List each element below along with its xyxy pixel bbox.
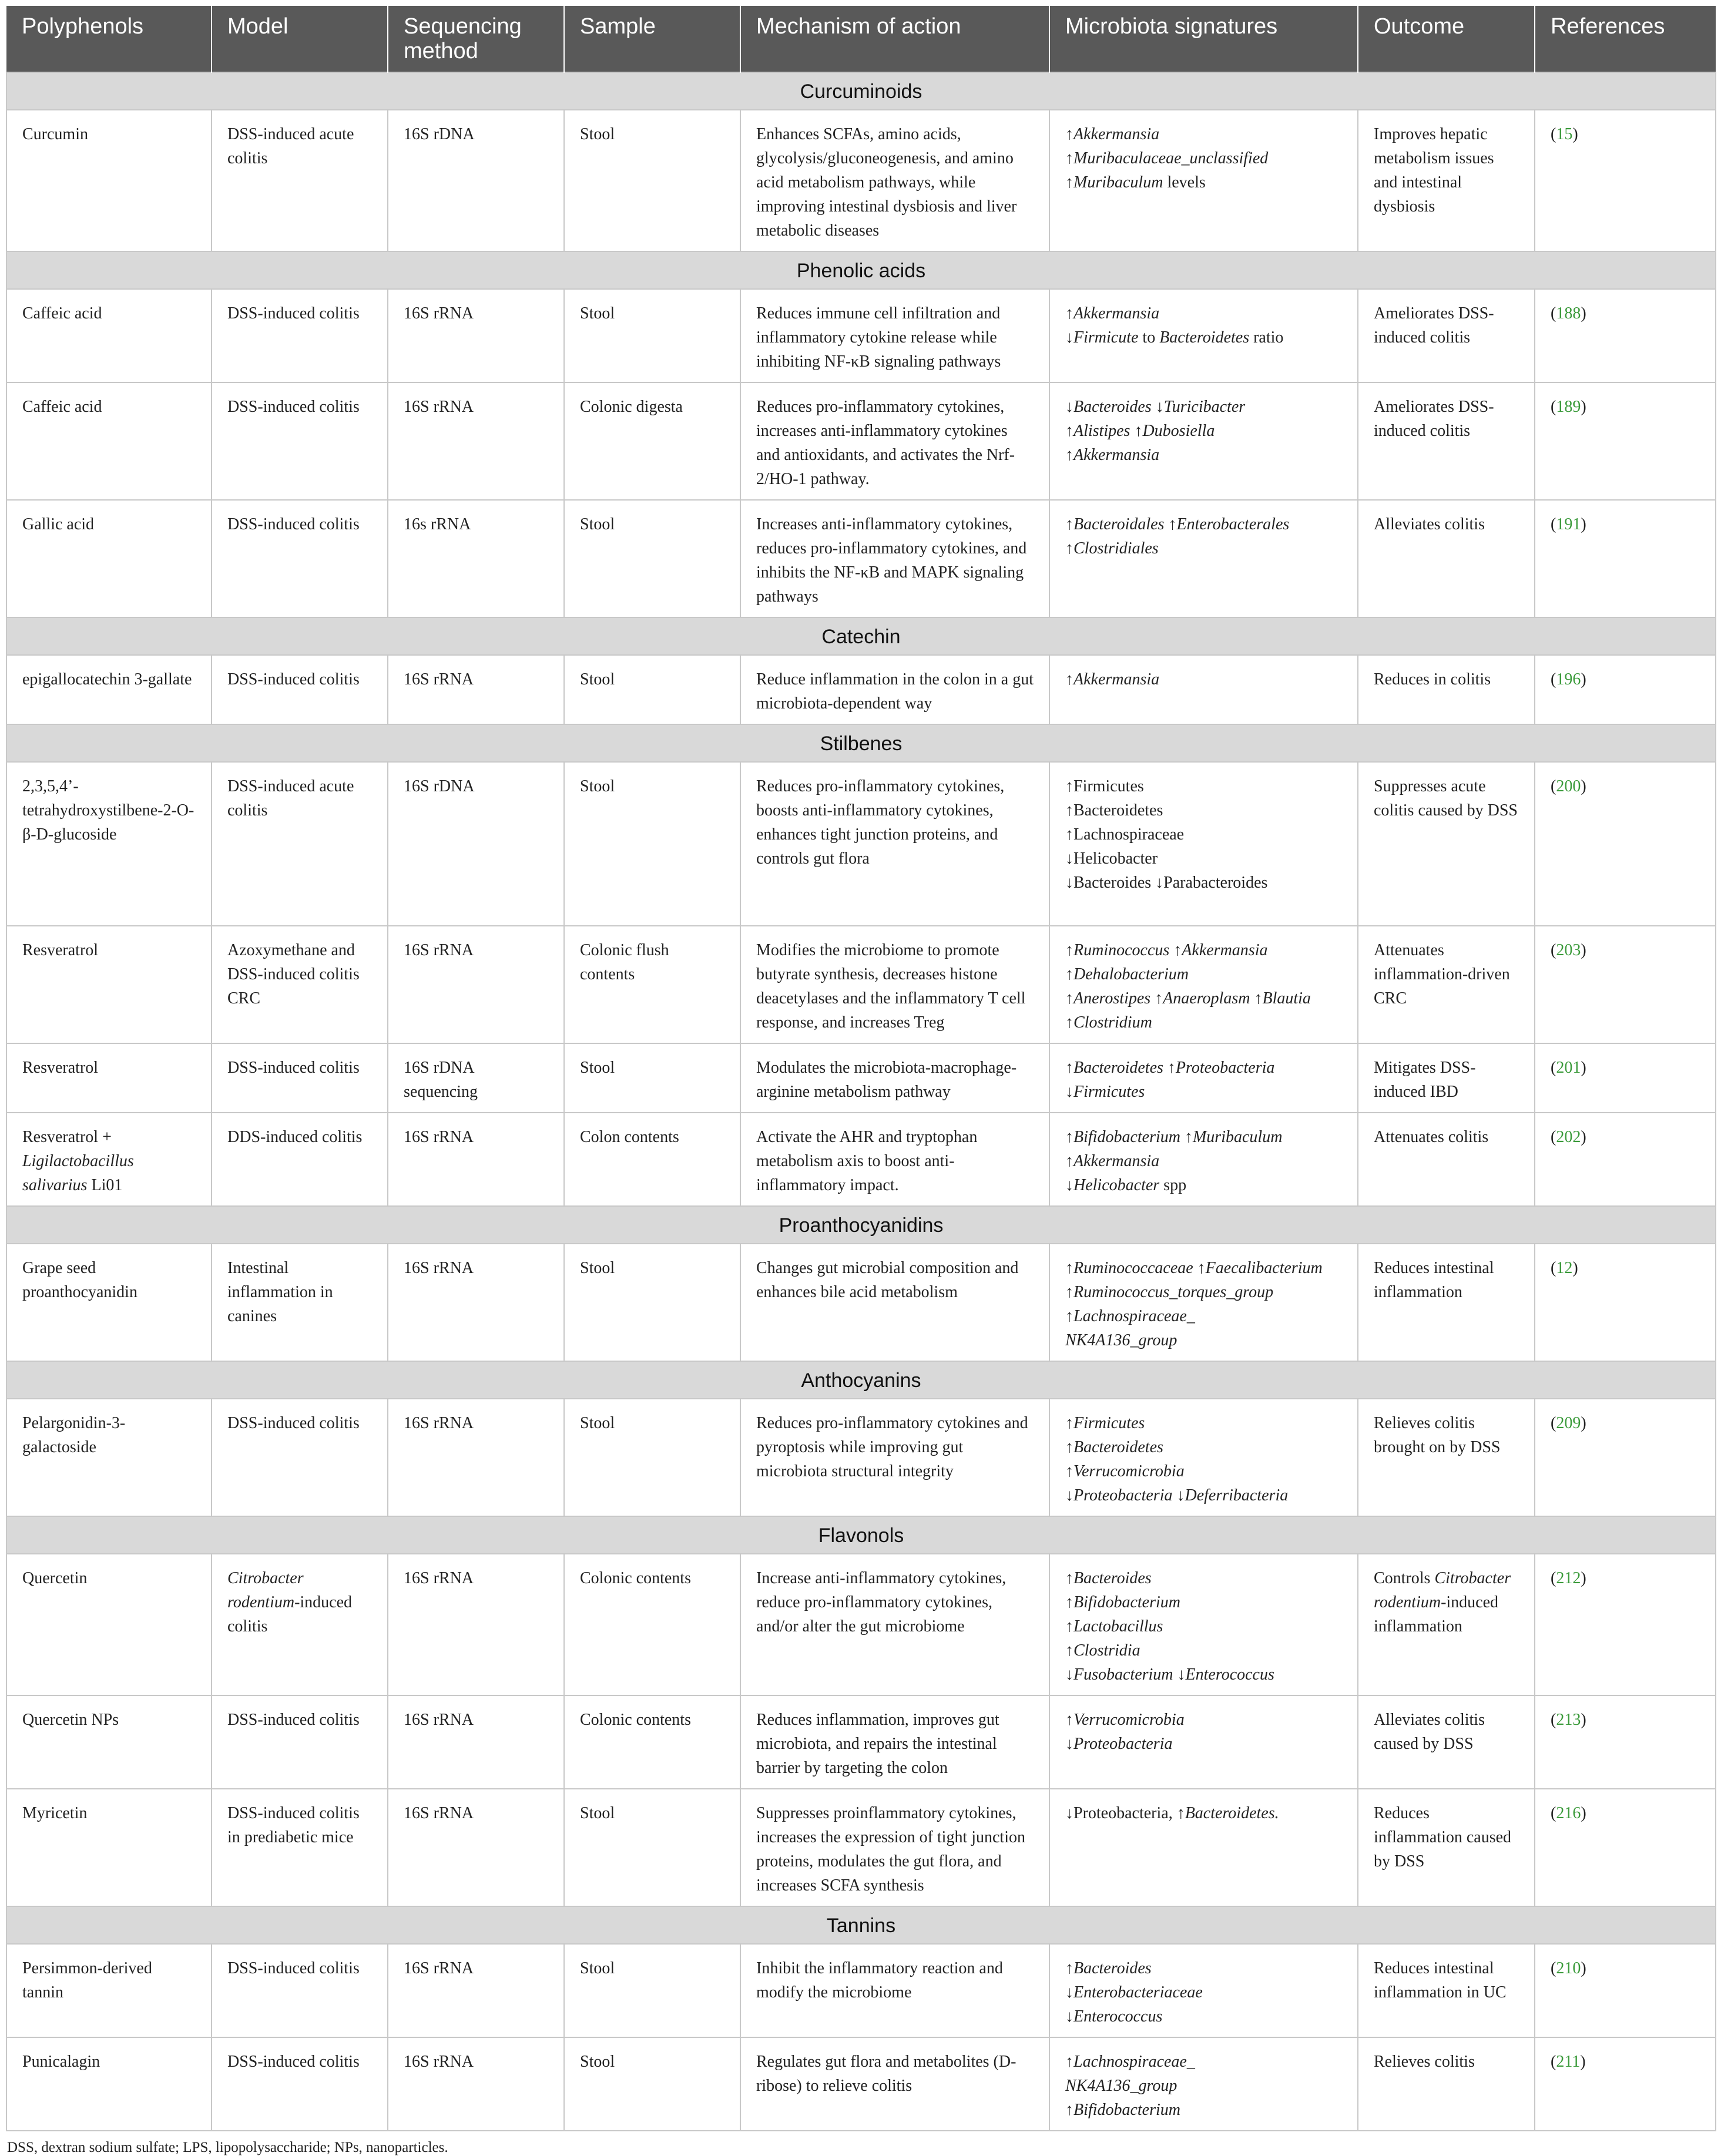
cell-reference: (213) xyxy=(1535,1695,1716,1789)
cell-sample: Colonic contents xyxy=(564,1554,740,1695)
cell-polyphenol: Quercetin NPs xyxy=(6,1695,212,1789)
cell-outcome: Improves hepatic metabolism issues and intestinal dysbiosis xyxy=(1358,110,1535,251)
cell-reference: (209) xyxy=(1535,1399,1716,1516)
cell-reference: (200) xyxy=(1535,762,1716,926)
cell-model: DSS-induced colitis xyxy=(212,1399,388,1516)
cell-reference: (191) xyxy=(1535,500,1716,617)
header-model: Model xyxy=(212,6,388,72)
section-row xyxy=(6,724,1716,762)
cell-reference: (189) xyxy=(1535,382,1716,500)
cell-model: DSS-induced acute colitis xyxy=(212,110,388,251)
table-row xyxy=(6,762,1716,926)
cell-sample: Stool xyxy=(564,1944,740,2037)
cell-reference: (201) xyxy=(1535,1043,1716,1113)
reference-link[interactable]: 201 xyxy=(1556,1059,1581,1077)
cell-sequencing-method: 16S rRNA xyxy=(388,1789,564,1906)
cell-reference: (203) xyxy=(1535,926,1716,1043)
section-row xyxy=(6,1516,1716,1554)
cell-sequencing-method: 16S rRNA xyxy=(388,655,564,724)
cell-sequencing-method: 16S rDNA sequencing xyxy=(388,1043,564,1113)
table-row xyxy=(6,382,1716,500)
cell-microbiota: ↑Lachnospiraceae_ NK4A136_group ↑Bifidobacterium xyxy=(1049,2037,1358,2131)
cell-microbiota: ↓Proteobacteria, ↑Bacteroidetes. xyxy=(1049,1789,1358,1906)
cell-mechanism: Reduces pro-inflammatory cytokines and pyroptosis while improving gut microbiota structural integrity xyxy=(740,1399,1049,1516)
cell-microbiota: ↑Verrucomicrobia ↓Proteobacteria xyxy=(1049,1695,1358,1789)
table-body xyxy=(6,72,1716,2131)
table-row xyxy=(6,1944,1716,2037)
cell-sequencing-method: 16S rRNA xyxy=(388,1554,564,1695)
cell-mechanism: Increases anti-inflammatory cytokines, reduces pro-inflammatory cytokines, and inhibits the NF-κB and MAPK signaling pathways xyxy=(740,500,1049,617)
section-title: Anthocyanins xyxy=(6,1361,1716,1399)
table-row xyxy=(6,1789,1716,1906)
reference-link[interactable]: 12 xyxy=(1556,1259,1573,1277)
cell-outcome: Attenuates inflammation-driven CRC xyxy=(1358,926,1535,1043)
cell-polyphenol: Caffeic acid xyxy=(6,289,212,382)
cell-mechanism: Modulates the microbiota-macrophage-arginine metabolism pathway xyxy=(740,1043,1049,1113)
reference-link[interactable]: 211 xyxy=(1556,2053,1581,2071)
cell-sequencing-method: 16S rRNA xyxy=(388,1113,564,1206)
reference-link[interactable]: 188 xyxy=(1556,304,1581,323)
section-title: Proanthocyanidins xyxy=(6,1206,1716,1244)
cell-mechanism: Activate the AHR and tryptophan metabolism axis to boost anti-inflammatory impact. xyxy=(740,1113,1049,1206)
cell-microbiota: ↑Akkermansia ↑Muribaculaceae_unclassified ↑Muribaculum levels xyxy=(1049,110,1358,251)
cell-outcome: Reduces in colitis xyxy=(1358,655,1535,724)
reference-link[interactable]: 200 xyxy=(1556,777,1581,795)
table-row xyxy=(6,289,1716,382)
cell-polyphenol: epigallocatechin 3-gallate xyxy=(6,655,212,724)
cell-microbiota: ↑Ruminococcaceae ↑Faecalibacterium ↑Ruminococcus_torques_group ↑Lachnospiraceae_ NK4A136_group xyxy=(1049,1244,1358,1361)
cell-sequencing-method: 16S rDNA xyxy=(388,762,564,926)
cell-sequencing-method: 16S rRNA xyxy=(388,1244,564,1361)
cell-microbiota: ↑Firmicutes ↑Bacteroidetes ↑Lachnospiraceae ↓Helicobacter ↓Bacteroides ↓Parabacteroides xyxy=(1049,762,1358,926)
cell-sample: Colonic flush contents xyxy=(564,926,740,1043)
cell-sample: Stool xyxy=(564,1244,740,1361)
cell-model: Citrobacter rodentium-induced colitis xyxy=(212,1554,388,1695)
cell-polyphenol: Gallic acid xyxy=(6,500,212,617)
cell-reference: (202) xyxy=(1535,1113,1716,1206)
table-row xyxy=(6,1695,1716,1789)
polyphenol-table xyxy=(6,6,1716,2131)
cell-microbiota: ↓Bacteroides ↓Turicibacter ↑Alistipes ↑Dubosiella ↑Akkermansia xyxy=(1049,382,1358,500)
header-sequencing-method: Sequencing method xyxy=(388,6,564,72)
cell-mechanism: Increase anti-inflammatory cytokines, reduce pro-inflammatory cytokines, and/or alter the gut microbiome xyxy=(740,1554,1049,1695)
cell-mechanism: Enhances SCFAs, amino acids, glycolysis/gluconeogenesis, and amino acid metabolism pathways, while improving intestinal dysbiosis and liver metabolic diseases xyxy=(740,110,1049,251)
cell-sample: Colon contents xyxy=(564,1113,740,1206)
table-row xyxy=(6,2037,1716,2131)
cell-model: DSS-induced colitis xyxy=(212,1043,388,1113)
cell-polyphenol: 2,3,5,4’-tetrahydroxystilbene-2-O-β-D-glucoside xyxy=(6,762,212,926)
section-row xyxy=(6,1361,1716,1399)
cell-reference: (212) xyxy=(1535,1554,1716,1695)
section-title: Tannins xyxy=(6,1906,1716,1944)
cell-reference: (210) xyxy=(1535,1944,1716,2037)
cell-mechanism: Suppresses proinflammatory cytokines, increases the expression of tight junction proteins, modulates the gut flora, and increases SCFA synthesis xyxy=(740,1789,1049,1906)
cell-mechanism: Reduces pro-inflammatory cytokines, boosts anti-inflammatory cytokines, enhances tight junction proteins, and controls gut flora xyxy=(740,762,1049,926)
section-row xyxy=(6,1206,1716,1244)
cell-polyphenol: Persimmon-derived tannin xyxy=(6,1944,212,2037)
section-title: Catechin xyxy=(6,617,1716,655)
cell-sequencing-method: 16S rRNA xyxy=(388,926,564,1043)
cell-sample: Stool xyxy=(564,1043,740,1113)
cell-reference: (188) xyxy=(1535,289,1716,382)
cell-polyphenol: Punicalagin xyxy=(6,2037,212,2131)
cell-microbiota: ↑Bifidobacterium ↑Muribaculum ↑Akkermansia ↓Helicobacter spp xyxy=(1049,1113,1358,1206)
section-row xyxy=(6,1906,1716,1944)
cell-microbiota: ↑Akkermansia ↓Firmicute to Bacteroidetes ratio xyxy=(1049,289,1358,382)
cell-sample: Stool xyxy=(564,2037,740,2131)
cell-sequencing-method: 16s rRNA xyxy=(388,500,564,617)
section-row xyxy=(6,251,1716,289)
reference-link[interactable]: 216 xyxy=(1556,1804,1581,1822)
cell-polyphenol: Resveratrol xyxy=(6,1043,212,1113)
reference-link[interactable]: 209 xyxy=(1556,1414,1581,1432)
cell-reference: (211) xyxy=(1535,2037,1716,2131)
section-title: Flavonols xyxy=(6,1516,1716,1554)
cell-mechanism: Reduces inflammation, improves gut microbiota, and repairs the intestinal barrier by targeting the colon xyxy=(740,1695,1049,1789)
reference-link[interactable]: 212 xyxy=(1556,1569,1581,1587)
reference-link[interactable]: 191 xyxy=(1556,515,1581,533)
cell-model: DSS-induced colitis xyxy=(212,655,388,724)
table-row xyxy=(6,1244,1716,1361)
cell-sample: Stool xyxy=(564,289,740,382)
table-row xyxy=(6,110,1716,251)
cell-microbiota: ↑Bacteroides ↑Bifidobacterium ↑Lactobacillus ↑Clostridia ↓Fusobacterium ↓Enterococcus xyxy=(1049,1554,1358,1695)
cell-outcome: Reduces intestinal inflammation in UC xyxy=(1358,1944,1535,2037)
cell-mechanism: Regulates gut flora and metabolites (D-ribose) to relieve colitis xyxy=(740,2037,1049,2131)
section-title: Phenolic acids xyxy=(6,251,1716,289)
cell-sample: Stool xyxy=(564,500,740,617)
cell-model: DSS-induced colitis xyxy=(212,1944,388,2037)
cell-sample: Stool xyxy=(564,1399,740,1516)
cell-model: DSS-induced colitis xyxy=(212,500,388,617)
section-row xyxy=(6,72,1716,110)
cell-outcome: Relieves colitis brought on by DSS xyxy=(1358,1399,1535,1516)
cell-outcome: Ameliorates DSS-induced colitis xyxy=(1358,382,1535,500)
table-row xyxy=(6,1113,1716,1206)
section-title: Curcuminoids xyxy=(6,72,1716,110)
cell-polyphenol: Quercetin xyxy=(6,1554,212,1695)
header-references: References xyxy=(1535,6,1716,72)
cell-reference: (196) xyxy=(1535,655,1716,724)
table-row xyxy=(6,655,1716,724)
cell-outcome: Attenuates colitis xyxy=(1358,1113,1535,1206)
reference-link[interactable]: 15 xyxy=(1556,125,1573,143)
cell-model: DSS-induced acute colitis xyxy=(212,762,388,926)
footnote: DSS, dextran sodium sulfate; LPS, lipopolysaccharide; NPs, nanoparticles. xyxy=(7,2140,448,2155)
cell-microbiota: ↑Firmicutes ↑Bacteroidetes ↑Verrucomicrobia ↓Proteobacteria ↓Deferribacteria xyxy=(1049,1399,1358,1516)
cell-sample: Stool xyxy=(564,110,740,251)
header-microbiota: Microbiota signatures xyxy=(1049,6,1358,72)
cell-model: DSS-induced colitis in prediabetic mice xyxy=(212,1789,388,1906)
cell-polyphenol: Curcumin xyxy=(6,110,212,251)
cell-mechanism: Inhibit the inflammatory reaction and modify the microbiome xyxy=(740,1944,1049,2037)
header-outcome: Outcome xyxy=(1358,6,1535,72)
cell-microbiota: ↑Ruminococcus ↑Akkermansia ↑Dehalobacterium ↑Anerostipes ↑Anaeroplasm ↑Blautia ↑Clostridium xyxy=(1049,926,1358,1043)
cell-outcome: Ameliorates DSS-induced colitis xyxy=(1358,289,1535,382)
reference-link[interactable]: 213 xyxy=(1556,1711,1581,1729)
table-row xyxy=(6,500,1716,617)
cell-outcome: Reduces intestinal inflammation xyxy=(1358,1244,1535,1361)
cell-sequencing-method: 16S rRNA xyxy=(388,1695,564,1789)
cell-outcome: Controls Citrobacter rodentium-induced inflammation xyxy=(1358,1554,1535,1695)
cell-microbiota: ↑Bacteroides ↓Enterobacteriaceae ↓Enterococcus xyxy=(1049,1944,1358,2037)
cell-outcome: Relieves colitis xyxy=(1358,2037,1535,2131)
cell-reference: (15) xyxy=(1535,110,1716,251)
cell-microbiota: ↑Akkermansia xyxy=(1049,655,1358,724)
header-mechanism: Mechanism of action xyxy=(740,6,1049,72)
reference-link[interactable]: 210 xyxy=(1556,1959,1581,1977)
table-row xyxy=(6,926,1716,1043)
table-container xyxy=(6,6,1715,2156)
cell-polyphenol: Pelargonidin-3-galactoside xyxy=(6,1399,212,1516)
cell-polyphenol: Resveratrol xyxy=(6,926,212,1043)
reference-link[interactable]: 203 xyxy=(1556,941,1581,959)
cell-mechanism: Reduce inflammation in the colon in a gut microbiota-dependent way xyxy=(740,655,1049,724)
cell-polyphenol: Resveratrol + Ligilactobacillus salivarius Li01 xyxy=(6,1113,212,1206)
cell-mechanism: Reduces pro-inflammatory cytokines, increases anti-inflammatory cytokines and antioxidants, and activates the Nrf-2/HO-1 pathway. xyxy=(740,382,1049,500)
cell-model: DSS-induced colitis xyxy=(212,289,388,382)
cell-outcome: Reduces inflammation caused by DSS xyxy=(1358,1789,1535,1906)
cell-model: DSS-induced colitis xyxy=(212,382,388,500)
cell-sequencing-method: 16S rDNA xyxy=(388,110,564,251)
cell-mechanism: Reduces immune cell infiltration and inflammatory cytokine release while inhibiting NF-κB signaling pathways xyxy=(740,289,1049,382)
cell-model: DSS-induced colitis xyxy=(212,1695,388,1789)
cell-polyphenol: Caffeic acid xyxy=(6,382,212,500)
cell-microbiota: ↑Bacteroidales ↑Enterobacterales ↑Clostridiales xyxy=(1049,500,1358,617)
reference-link[interactable]: 196 xyxy=(1556,670,1581,689)
cell-sample: Stool xyxy=(564,1789,740,1906)
header-polyphenols: Polyphenols xyxy=(6,6,212,72)
section-row xyxy=(6,617,1716,655)
header-row xyxy=(6,6,1716,72)
cell-sample: Stool xyxy=(564,655,740,724)
table-row xyxy=(6,1399,1716,1516)
cell-model: Intestinal inflammation in canines xyxy=(212,1244,388,1361)
cell-sequencing-method: 16S rRNA xyxy=(388,1944,564,2037)
cell-sample: Colonic contents xyxy=(564,1695,740,1789)
section-title: Stilbenes xyxy=(6,724,1716,762)
reference-link[interactable]: 189 xyxy=(1556,398,1581,416)
cell-mechanism: Changes gut microbial composition and enhances bile acid metabolism xyxy=(740,1244,1049,1361)
cell-sequencing-method: 16S rRNA xyxy=(388,1399,564,1516)
cell-model: DSS-induced colitis xyxy=(212,2037,388,2131)
cell-outcome: Alleviates colitis xyxy=(1358,500,1535,617)
table-row xyxy=(6,1043,1716,1113)
reference-link[interactable]: 202 xyxy=(1556,1128,1581,1146)
cell-model: Azoxymethane and DSS-induced colitis CRC xyxy=(212,926,388,1043)
cell-reference: (12) xyxy=(1535,1244,1716,1361)
cell-sequencing-method: 16S rRNA xyxy=(388,289,564,382)
cell-mechanism: Modifies the microbiome to promote butyrate synthesis, decreases histone deacetylases and the inflammatory T cell response, and increases Treg xyxy=(740,926,1049,1043)
cell-sequencing-method: 16S rRNA xyxy=(388,2037,564,2131)
cell-outcome: Alleviates colitis caused by DSS xyxy=(1358,1695,1535,1789)
cell-outcome: Mitigates DSS-induced IBD xyxy=(1358,1043,1535,1113)
table-row xyxy=(6,1554,1716,1695)
cell-model: DDS-induced colitis xyxy=(212,1113,388,1206)
cell-sequencing-method: 16S rRNA xyxy=(388,382,564,500)
cell-polyphenol: Grape seed proanthocyanidin xyxy=(6,1244,212,1361)
cell-microbiota: ↑Bacteroidetes ↑Proteobacteria ↓Firmicutes xyxy=(1049,1043,1358,1113)
cell-polyphenol: Myricetin xyxy=(6,1789,212,1906)
header-sample: Sample xyxy=(564,6,740,72)
cell-sample: Stool xyxy=(564,762,740,926)
cell-outcome: Suppresses acute colitis caused by DSS xyxy=(1358,762,1535,926)
cell-sample: Colonic digesta xyxy=(564,382,740,500)
cell-reference: (216) xyxy=(1535,1789,1716,1906)
